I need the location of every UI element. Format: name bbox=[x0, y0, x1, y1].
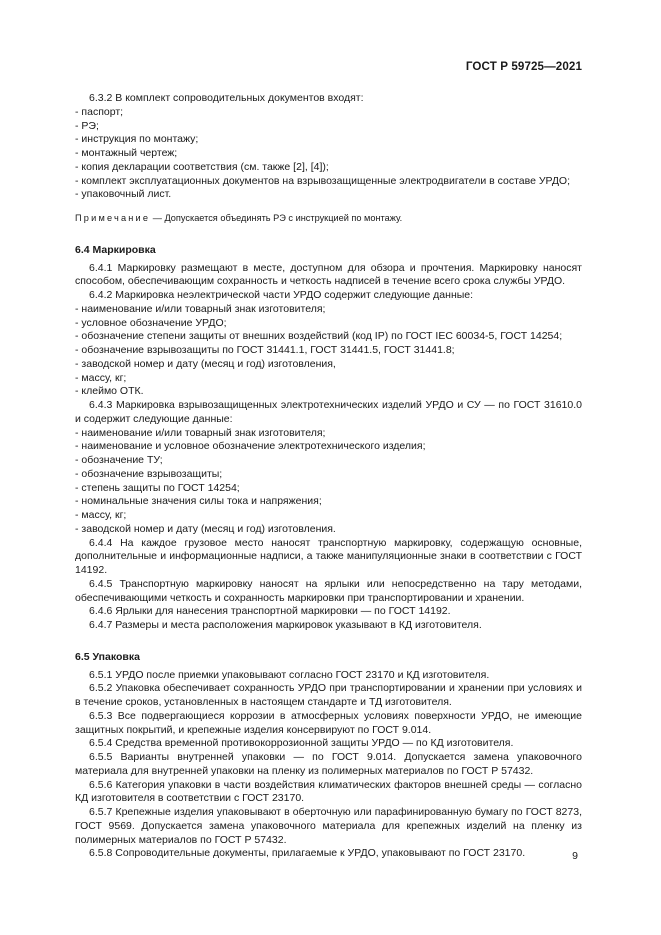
clause-6-4-6: 6.4.6 Ярлыки для нанесения транспортной маркировки — по ГОСТ 14192. bbox=[89, 605, 451, 618]
list-item: - обозначение взрывозащиты; bbox=[75, 467, 223, 480]
clause-6-3-2: 6.3.2 В комплект сопроводительных документов входят: bbox=[89, 92, 364, 104]
clause-6-5-2: 6.5.2 Упаковка обеспечивает сохранность УРДО при транспортировании и хранении при условиях и в течение сроков, установленных в настоящем стандарте и ТД изготовителя. bbox=[75, 682, 582, 708]
list-item: - наименование и условное обозначение электротехнического изделия; bbox=[75, 440, 426, 453]
note bbox=[75, 212, 582, 226]
note-label: Примечание bbox=[75, 213, 151, 223]
list-item: - номинальные значения силы тока и напряжения; bbox=[75, 495, 322, 508]
list-item: - РЭ; bbox=[75, 119, 99, 132]
page-number: 9 bbox=[572, 850, 578, 862]
clause-6-4-5: 6.4.5 Транспортную маркировку наносят на ярлыки или непосредственно на тару методами, обеспечивающими четкость и сохранность маркировки при транспортировании и хранении. bbox=[75, 577, 582, 604]
list-item: - обозначение взрывозащиты по ГОСТ 31441.1, ГОСТ 31441.5, ГОСТ 31441.8; bbox=[75, 344, 455, 356]
list-item: - монтажный чертеж; bbox=[75, 147, 178, 159]
list-item: - заводской номер и дату (месяц и год) изготовления. bbox=[75, 522, 336, 535]
clause-6-4-7: 6.4.7 Размеры и места расположения маркировок указывают в КД изготовителя. bbox=[89, 619, 482, 631]
list-item: - наименование и/или товарный знак изготовителя; bbox=[75, 426, 326, 439]
list-item: - комплект эксплуатационных документов на взрывозащищенные электродвигатели в составе УРДО; bbox=[75, 174, 571, 187]
clause-6-5-3: 6.5.3 Все подвергающиеся коррозии в атмосферных условиях поверхности УРДО, не имеющие защитных покрытий, и крепежные изделия консервируют по ГОСТ 9.014. bbox=[75, 709, 582, 736]
list-item: - обозначение степени защиты от внешних воздействий (код IP) по ГОСТ IEC 60034-5, ГОСТ 14254; bbox=[75, 330, 563, 343]
list-item: - инструкция по монтажу; bbox=[75, 133, 199, 146]
clause-6-4-4: 6.4.4 На каждое грузовое место наносят транспортную маркировку, содержащую основные, дополнительные и информационные надписи, а также манипуляционные знаки в соответствии с ГОСТ 14192. bbox=[75, 536, 582, 576]
list-item: - обозначение ТУ; bbox=[75, 454, 163, 466]
list-item: - паспорт; bbox=[75, 105, 124, 118]
section-heading-marking: 6.4 Маркировка bbox=[75, 243, 156, 256]
list-item: - копия декларации соответствия (см. также [2], [4]); bbox=[75, 160, 329, 173]
page-body bbox=[75, 92, 582, 861]
standard-header: ГОСТ Р 59725—2021 bbox=[465, 60, 582, 73]
list-item: - условное обозначение УРДО; bbox=[75, 316, 227, 329]
list-item: - заводской номер и дату (месяц и год) изготовления, bbox=[75, 357, 336, 370]
clause-6-5-7: 6.5.7 Крепежные изделия упаковывают в оберточную или парафинированную бумагу по ГОСТ 8273, ГОСТ 9569. Допускается замена упаковочного материала для крепежных изделий на пленку из полимерных материалов по ГОСТ Р 57432. bbox=[75, 806, 582, 846]
clause-6-5-1: 6.5.1 УРДО после приемки упаковывают согласно ГОСТ 23170 и КД изготовителя. bbox=[89, 668, 490, 681]
clause-6-5-4: 6.5.4 Средства временной противокоррозионной защиты УРДО — по КД изготовителя. bbox=[89, 737, 514, 750]
list-item: - наименование и/или товарный знак изготовителя; bbox=[75, 302, 326, 315]
list-item: - массу, кг; bbox=[75, 509, 127, 521]
list-item: - массу, кг; bbox=[75, 371, 127, 384]
section-heading-packaging: 6.5 Упаковка bbox=[75, 650, 140, 663]
note-text: — Допускается объединять РЭ с инструкцией по монтажу. bbox=[150, 213, 403, 223]
clause-6-5-6: 6.5.6 Категория упаковки в части воздействия климатических факторов внешней среды — согласно КД изготовителя в соответствии с ГОСТ 23170. bbox=[75, 778, 582, 805]
clause-6-5-5: 6.5.5 Варианты внутренней упаковки — по ГОСТ 9.014. Допускается замена упаковочного материала для внутренней упаковки на пленку из полимерных материалов по ГОСТ Р 57432. bbox=[75, 751, 582, 777]
list-item: - клеймо ОТК. bbox=[75, 385, 144, 398]
list-item: - степень защиты по ГОСТ 14254; bbox=[75, 481, 240, 494]
list-item: - упаковочный лист. bbox=[75, 188, 172, 201]
clause-6-4-3: 6.4.3 Маркировка взрывозащищенных электротехнических изделий УРДО и СУ — по ГОСТ 31610.0 и содержит следующие данные: bbox=[75, 399, 582, 425]
clause-6-5-8: 6.5.8 Сопроводительные документы, прилагаемые к УРДО, упаковывают по ГОСТ 23170. bbox=[89, 847, 526, 860]
clause-6-4-2: 6.4.2 Маркировка неэлектрической части УРДО содержит следующие данные: bbox=[89, 289, 474, 301]
clause-6-4-1: 6.4.1 Маркировку размещают в месте, доступном для обзора и прочтения. Маркировку наносят способом, обеспечивающим сохранность и четкость надписей в течение всего срока службы УРДО. bbox=[75, 261, 582, 288]
